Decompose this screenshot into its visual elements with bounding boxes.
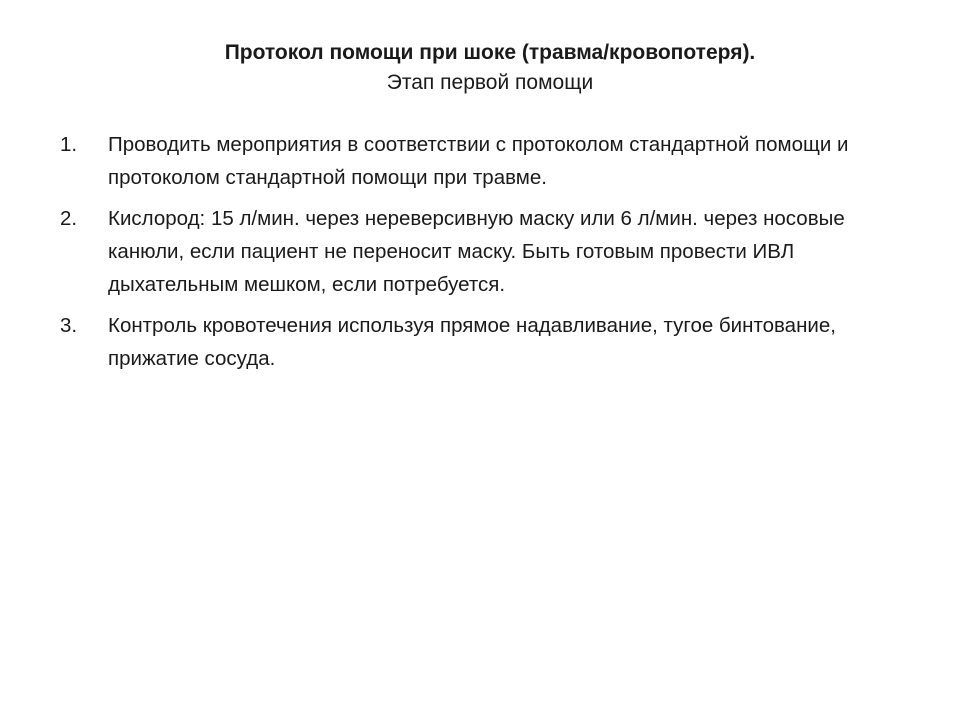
list-item-text: Кислород: 15 л/мин. через нереверсивную маску или 6 л/мин. через носовые канюли, если пациент не переносит маску. Быть готовым провести ИВЛ дыхательным мешком, если потребуется.: [108, 207, 845, 296]
list-item-number: 1.: [60, 133, 78, 156]
slide-title: Протокол помощи при шоке (травма/кровопотеря).: [224, 41, 756, 64]
list-item: [60, 309, 900, 375]
list-item-number: 2.: [60, 207, 78, 230]
title-block: [60, 38, 920, 98]
list-item-text: Контроль кровотечения используя прямое надавливание, тугое бинтование, прижатие сосуда.: [108, 314, 836, 370]
protocol-list: [60, 128, 900, 383]
list-item: [60, 128, 900, 194]
list-item-number: 3.: [60, 314, 78, 337]
list-item: [60, 202, 900, 301]
list-item-text: Проводить мероприятия в соответствии с протоколом стандартной помощи и протоколом стандартной помощи при травме.: [108, 133, 849, 189]
slide-subtitle: Этап первой помощи: [386, 71, 594, 94]
